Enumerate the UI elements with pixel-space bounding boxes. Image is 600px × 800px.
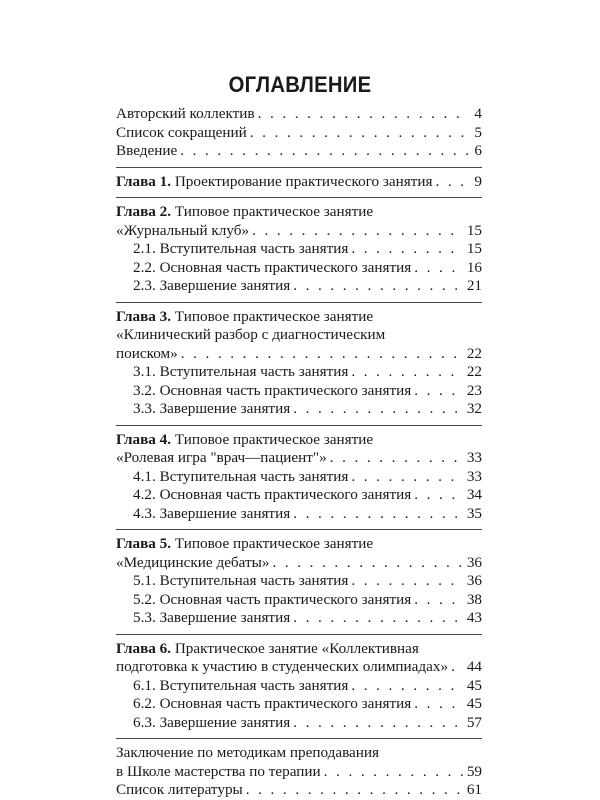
section-title: 3.1. Вступительная часть занятия xyxy=(133,363,349,380)
chapter-title: Проектирование практического занятия xyxy=(174,172,433,190)
toc-chapter-3-cont2[interactable] xyxy=(116,345,482,364)
toc-chapter-4[interactable] xyxy=(116,431,482,450)
toc-page-number: 21 xyxy=(466,277,482,294)
toc-page-number: 9 xyxy=(474,172,482,190)
toc-page-number: 33 xyxy=(466,449,482,466)
chapter-title: «Клинический разбор с диагностическим xyxy=(116,326,386,343)
toc-page-number: 36 xyxy=(466,553,482,571)
chapter-label: Глава 6. xyxy=(116,639,172,657)
leader-dots xyxy=(351,468,462,487)
chapter-title: Типовое практическое занятие xyxy=(174,430,374,448)
section-title: 6.3. Завершение занятия xyxy=(133,713,291,731)
divider xyxy=(116,529,482,530)
toc-page-number: 45 xyxy=(466,695,482,712)
leader-dots xyxy=(293,277,463,296)
toc-section-4-3[interactable] xyxy=(116,505,482,524)
leader-dots xyxy=(414,259,463,278)
chapter-label: Глава 1. xyxy=(116,172,172,190)
toc-page-number: 22 xyxy=(466,344,482,362)
toc-page-number: 45 xyxy=(466,676,482,694)
divider xyxy=(116,167,482,168)
section-title: 5.2. Основная часть практического занятия xyxy=(133,590,412,608)
table-of-contents xyxy=(116,105,482,800)
toc-section-4-2[interactable] xyxy=(116,486,482,505)
chapter-title: подготовка к участию в студенческих олимпиадах» xyxy=(116,658,449,675)
toc-page-number: 5 xyxy=(474,123,482,141)
leader-dots xyxy=(351,363,462,382)
chapter-title: Типовое практическое занятие xyxy=(174,535,374,552)
section-title: 3.2. Основная часть практического занятия xyxy=(133,381,412,399)
leader-dots xyxy=(180,142,468,161)
divider xyxy=(116,197,482,198)
toc-section-5-1[interactable] xyxy=(116,572,482,591)
toc-chapter-4-cont[interactable] xyxy=(116,449,482,468)
page-title: ОГЛАВЛЕНИЕ xyxy=(228,72,372,97)
chapter-title: «Ролевая игра "врач—пациент"» xyxy=(116,449,327,466)
chapter-title: Типовое практическое занятие xyxy=(174,307,374,325)
toc-page-number: 59 xyxy=(466,762,482,780)
leader-dots xyxy=(351,677,462,696)
toc-entry-label: Введение xyxy=(116,142,178,159)
toc-entry-label: Список литературы xyxy=(116,781,243,798)
leader-dots xyxy=(436,173,468,192)
toc-page-number: 15 xyxy=(466,240,482,257)
leader-dots xyxy=(414,591,463,610)
leader-dots xyxy=(293,400,463,419)
leader-dots xyxy=(351,572,462,591)
toc-entry-abbreviations[interactable] xyxy=(116,124,482,143)
toc-section-3-2[interactable] xyxy=(116,382,482,401)
toc-section-2-1[interactable] xyxy=(116,240,482,259)
leader-dots xyxy=(181,345,463,364)
toc-chapter-5[interactable] xyxy=(116,535,482,554)
toc-section-2-2[interactable] xyxy=(116,259,482,278)
leader-dots xyxy=(351,240,462,259)
toc-chapter-3[interactable] xyxy=(116,308,482,327)
toc-chapter-6-cont[interactable] xyxy=(116,658,482,677)
toc-entry-conclusion-cont[interactable] xyxy=(116,763,482,782)
section-title: 5.3. Завершение занятия xyxy=(133,609,291,626)
leader-dots xyxy=(250,124,468,143)
chapter-label: Глава 5. xyxy=(116,535,172,552)
section-title: 2.3. Завершение занятия xyxy=(133,277,291,294)
leader-dots xyxy=(293,505,463,524)
leader-dots xyxy=(414,382,463,401)
toc-entry-references[interactable] xyxy=(116,781,482,800)
toc-chapter-2-cont[interactable] xyxy=(116,222,482,241)
toc-entry-authors[interactable] xyxy=(116,105,482,124)
section-title: 5.1. Вступительная часть занятия xyxy=(133,572,349,589)
toc-section-6-1[interactable] xyxy=(116,677,482,696)
section-title: 2.1. Вступительная часть занятия xyxy=(133,240,349,257)
toc-chapter-2[interactable] xyxy=(116,203,482,222)
toc-chapter-3-cont[interactable] xyxy=(116,326,482,345)
toc-page-number: 35 xyxy=(466,504,482,522)
toc-section-2-3[interactable] xyxy=(116,277,482,296)
divider xyxy=(116,425,482,426)
toc-entry-label: Авторский коллектив xyxy=(116,105,255,122)
toc-page-number: 15 xyxy=(466,221,482,239)
chapter-title: поиском» xyxy=(116,344,178,362)
section-title: 2.2. Основная часть практического занятия xyxy=(133,258,412,276)
leader-dots xyxy=(330,449,463,468)
leader-dots xyxy=(246,781,463,800)
toc-entry-conclusion[interactable] xyxy=(116,744,482,763)
chapter-label: Глава 2. xyxy=(116,203,172,220)
toc-page-number: 57 xyxy=(466,713,482,731)
section-title: 4.2. Основная часть практического занятия xyxy=(133,486,412,503)
leader-dots xyxy=(293,609,463,628)
toc-entry-label: Список сокращений xyxy=(116,123,247,141)
toc-page-number: 44 xyxy=(466,658,482,675)
chapter-title: Типовое практическое занятие xyxy=(174,203,374,220)
leader-dots xyxy=(252,222,463,241)
toc-page-number: 6 xyxy=(474,142,482,159)
chapter-title: Практическое занятие «Коллективная xyxy=(174,639,419,657)
leader-dots xyxy=(272,554,462,573)
section-title: 3.3. Завершение занятия xyxy=(133,400,291,417)
divider xyxy=(116,738,482,739)
toc-page-number: 22 xyxy=(466,363,482,380)
leader-dots xyxy=(414,695,463,714)
toc-page-number: 4 xyxy=(474,105,482,122)
toc-page-number: 16 xyxy=(466,258,482,276)
toc-section-4-1[interactable] xyxy=(116,468,482,487)
toc-page-number: 34 xyxy=(466,486,482,503)
leader-dots xyxy=(324,763,463,782)
leader-dots xyxy=(258,105,468,124)
leader-dots xyxy=(293,714,463,733)
toc-page-number: 33 xyxy=(466,467,482,485)
toc-section-6-2[interactable] xyxy=(116,695,482,714)
leader-dots xyxy=(414,486,463,505)
leader-dots xyxy=(451,658,463,677)
toc-page-number: 23 xyxy=(466,381,482,399)
section-title: 6.2. Основная часть практического занятия xyxy=(133,695,412,712)
toc-section-3-3[interactable] xyxy=(116,400,482,419)
toc-page-number: 38 xyxy=(466,590,482,608)
toc-chapter-5-cont[interactable] xyxy=(116,554,482,573)
toc-section-6-3[interactable] xyxy=(116,714,482,733)
toc-entry-introduction[interactable] xyxy=(116,142,482,161)
section-title: 4.3. Завершение занятия xyxy=(133,504,291,522)
toc-section-5-2[interactable] xyxy=(116,591,482,610)
toc-page-number: 43 xyxy=(466,609,482,626)
toc-section-5-3[interactable] xyxy=(116,609,482,628)
toc-page-number: 36 xyxy=(466,572,482,589)
divider xyxy=(116,302,482,303)
toc-section-3-1[interactable] xyxy=(116,363,482,382)
chapter-label: Глава 3. xyxy=(116,307,172,325)
section-title: 6.1. Вступительная часть занятия xyxy=(133,676,349,694)
toc-page-number: 61 xyxy=(466,781,482,798)
toc-chapter-1[interactable] xyxy=(116,173,482,192)
chapter-title: «Медицинские дебаты» xyxy=(116,553,270,571)
toc-entry-label: в Школе мастерства по терапии xyxy=(116,762,321,780)
chapter-title: «Журнальный клуб» xyxy=(116,221,250,239)
toc-chapter-6[interactable] xyxy=(116,640,482,659)
toc-page-number: 32 xyxy=(466,400,482,417)
chapter-label: Глава 4. xyxy=(116,430,172,448)
section-title: 4.1. Вступительная часть занятия xyxy=(133,467,349,485)
toc-entry-label: Заключение по методикам преподавания xyxy=(116,744,380,761)
divider xyxy=(116,634,482,635)
